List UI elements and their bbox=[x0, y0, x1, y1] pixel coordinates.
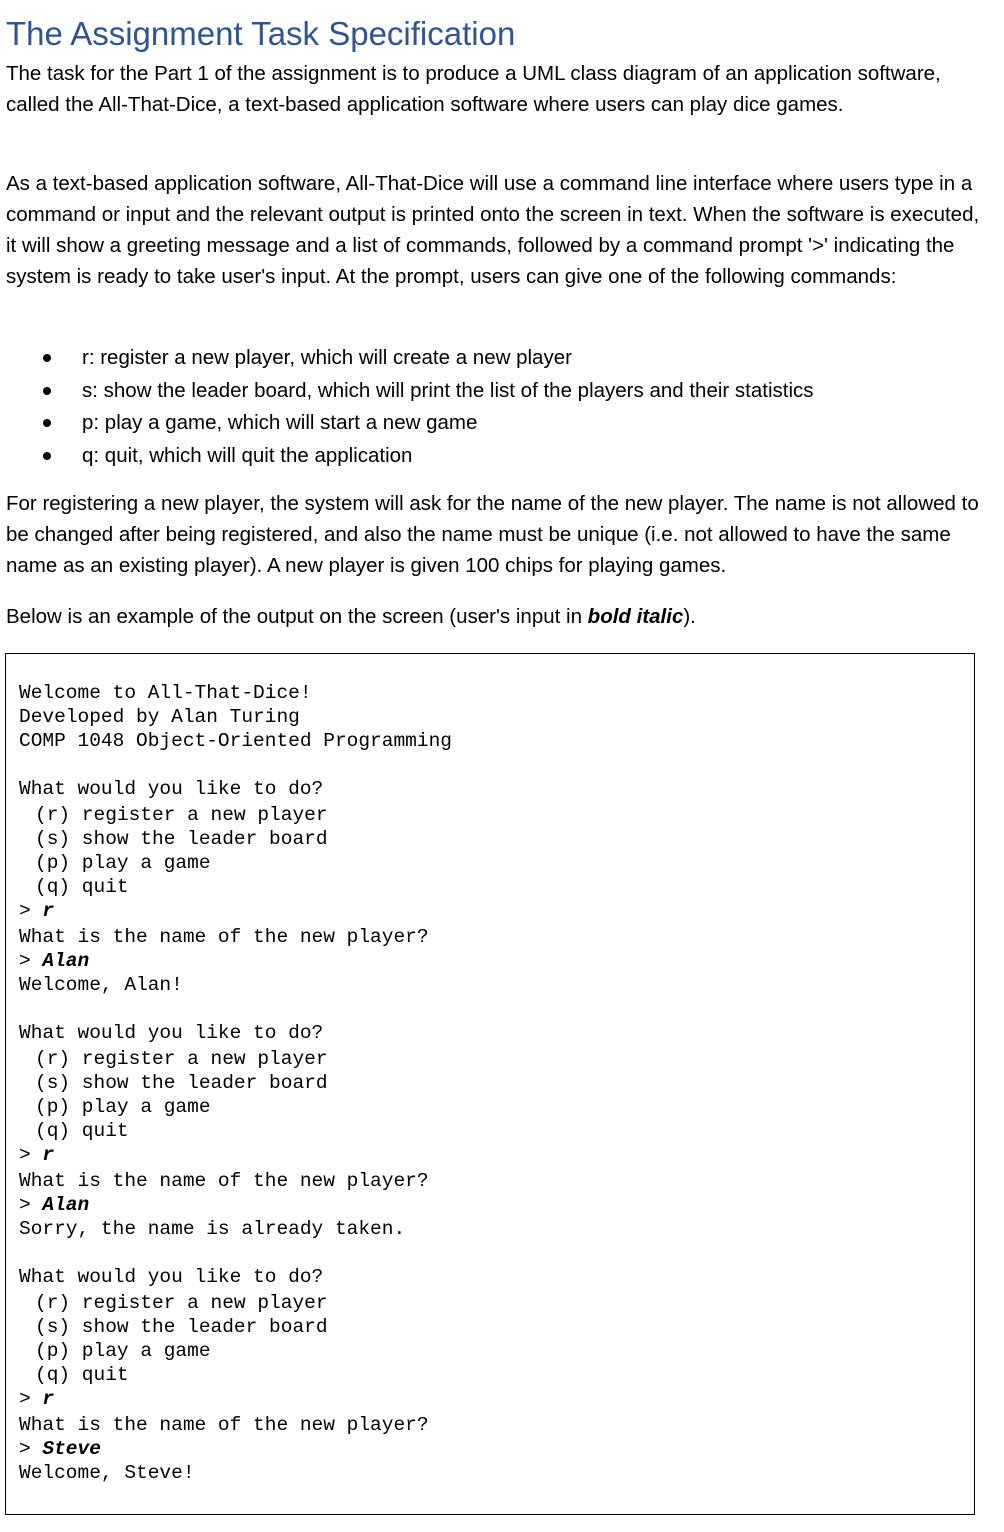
list-item bbox=[6, 375, 814, 408]
command-list bbox=[6, 342, 814, 472]
user-input: Steve bbox=[42, 1438, 101, 1460]
bullet-icon bbox=[43, 387, 51, 395]
response-line: Welcome, Steve! bbox=[19, 1462, 195, 1484]
bullet-icon bbox=[43, 354, 51, 362]
menu-option: (s) show the leader board bbox=[35, 828, 328, 850]
example-paragraph bbox=[6, 601, 981, 632]
command-text: q: quit, which will quit the application bbox=[82, 443, 413, 467]
list-item bbox=[6, 342, 814, 375]
menu-prompt: What would you like to do? bbox=[19, 1022, 324, 1044]
interface-paragraph: As a text-based application software, All-That-Dice will use a command line interface where users type in a command or input and the relevant output is printed onto the screen in text. When the software is executed, it will show a greeting message and a list of commands, followed by a command prompt '>' indicating the system is ready to take user's input. At the prompt, users can give one of the following commands: bbox=[6, 172, 980, 288]
name-prompt-line bbox=[19, 949, 89, 973]
command-text: s: show the leader board, which will print the list of the players and their statistics bbox=[82, 378, 814, 402]
user-input: r bbox=[42, 900, 55, 922]
menu-option: (q) quit bbox=[35, 1364, 129, 1386]
prompt-symbol: > bbox=[19, 1438, 43, 1460]
menu-option: (p) play a game bbox=[35, 1096, 211, 1118]
command-text: p: play a game, which will start a new game bbox=[82, 411, 478, 434]
menu-option: (q) quit bbox=[35, 876, 129, 898]
prompt-symbol: > bbox=[19, 1194, 43, 1216]
user-input: Alan bbox=[42, 1194, 90, 1216]
registering-paragraph: For registering a new player, the system will ask for the name of the new player. The name is not allowed to be changed after being registered, and also the name must be unique (i.e. not allowed to have the same name as an existing player). A new player is given 100 chips for playing games. bbox=[6, 492, 979, 577]
user-input: r bbox=[42, 1388, 55, 1410]
name-question: What is the name of the new player? bbox=[19, 926, 429, 948]
menu-option: (s) show the leader board bbox=[35, 1316, 328, 1338]
menu-option: (r) register a new player bbox=[35, 1292, 328, 1314]
name-prompt-line bbox=[19, 1437, 101, 1461]
user-input: r bbox=[42, 1144, 55, 1166]
prompt-symbol: > bbox=[19, 1144, 43, 1166]
list-item bbox=[6, 440, 814, 473]
response-line: Welcome, Alan! bbox=[19, 974, 183, 996]
menu-option: (r) register a new player bbox=[35, 804, 328, 826]
page-title: The Assignment Task Specification bbox=[6, 15, 516, 52]
command-prompt-line bbox=[19, 1387, 54, 1411]
example-text-before: Below is an example of the output on the screen (user's input in bbox=[6, 605, 588, 628]
menu-option: (p) play a game bbox=[35, 1340, 211, 1362]
example-text-after: ). bbox=[683, 605, 696, 628]
name-prompt-line bbox=[19, 1193, 89, 1217]
menu-option: (p) play a game bbox=[35, 852, 211, 874]
name-question: What is the name of the new player? bbox=[19, 1414, 429, 1436]
user-input: Alan bbox=[42, 950, 90, 972]
greeting-line: COMP 1048 Object-Oriented Programming bbox=[19, 730, 452, 752]
command-prompt-line bbox=[19, 899, 54, 923]
menu-option: (r) register a new player bbox=[35, 1048, 328, 1070]
prompt-symbol: > bbox=[19, 900, 43, 922]
greeting-line: Welcome to All-That-Dice! bbox=[19, 682, 312, 704]
menu-option: (s) show the leader board bbox=[35, 1072, 328, 1094]
intro-paragraph: The task for the Part 1 of the assignment is to produce a UML class diagram of an application software, called the All-That-Dice, a text-based application software where users can play dice games. bbox=[6, 62, 941, 116]
greeting-line: Developed by Alan Turing bbox=[19, 706, 300, 728]
terminal-output-box bbox=[5, 653, 975, 1515]
prompt-symbol: > bbox=[19, 1388, 43, 1410]
command-prompt-line bbox=[19, 1143, 54, 1167]
response-line: Sorry, the name is already taken. bbox=[19, 1218, 406, 1240]
prompt-symbol: > bbox=[19, 950, 43, 972]
menu-option: (q) quit bbox=[35, 1120, 129, 1142]
menu-prompt: What would you like to do? bbox=[19, 1266, 324, 1288]
bullet-icon bbox=[43, 452, 51, 460]
bullet-icon bbox=[43, 419, 51, 427]
menu-prompt: What would you like to do? bbox=[19, 778, 324, 800]
command-text: r: register a new player, which will create a new player bbox=[82, 346, 572, 369]
example-emphasis: bold italic bbox=[587, 605, 684, 628]
list-item bbox=[6, 407, 814, 440]
name-question: What is the name of the new player? bbox=[19, 1170, 429, 1192]
